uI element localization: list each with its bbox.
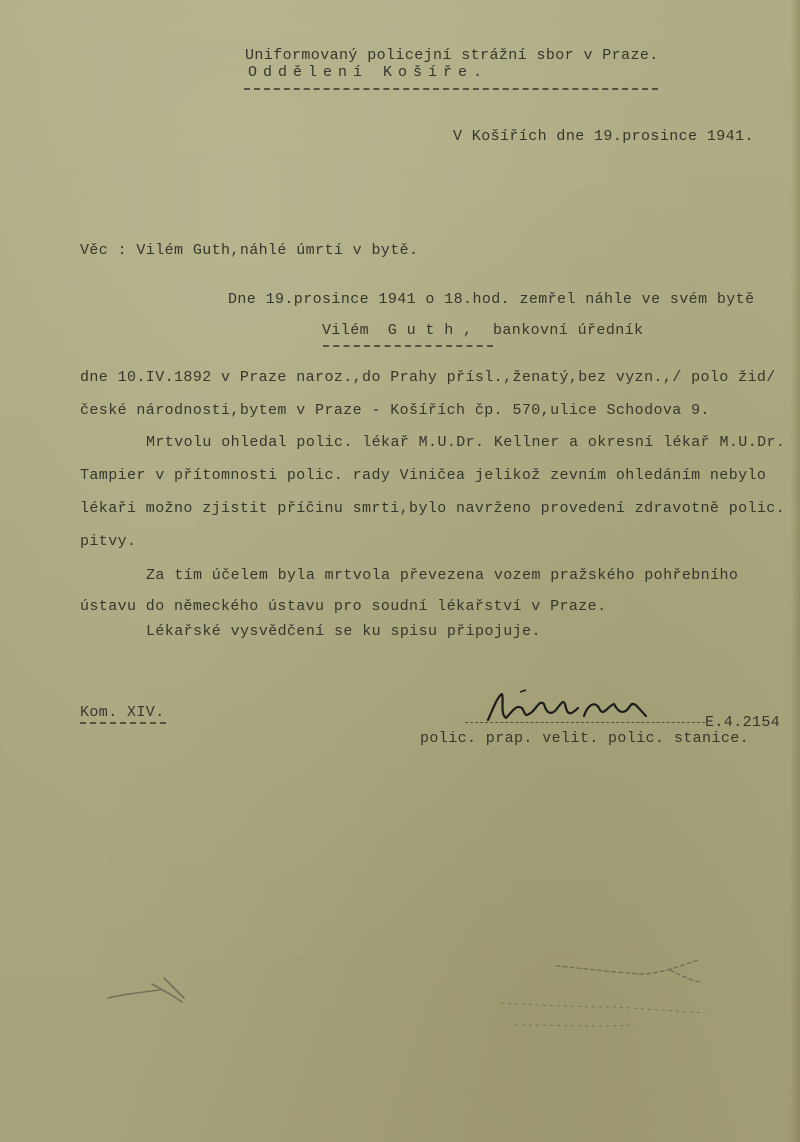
body-p1-line1: Dne 19.prosince 1941 o 18.hod. zemřel náhle ve svém bytě <box>228 291 755 308</box>
pencil-mark-bottom <box>495 995 715 1035</box>
body-p3-line2: ústavu do německého ústavu pro soudní lékařství v Praze. <box>80 598 607 615</box>
letterhead-rule <box>244 88 658 90</box>
body-p3-line1: Za tím účelem byla mrtvola převezena vozem pražského pohřebního <box>146 567 739 584</box>
body-p2-line3: lékaři možno zjistit příčinu smrti,bylo navrženo provedení zdravotně polic. <box>80 500 786 517</box>
deceased-occupation: bankovní úředník <box>493 322 644 339</box>
body-p2-line2: Tampier v přítomnosti polic. rady Viničea jelikož zevním ohledáním nebylo <box>80 467 767 484</box>
paper-edge-shadow <box>790 0 800 1142</box>
body-p1-line4: české národnosti,bytem v Praze - Košířích čp. 570,ulice Schodova 9. <box>80 402 710 419</box>
handwritten-signature <box>480 686 660 730</box>
body-p4-line1: Lékařské vysvědčení se ku spisu připojuje. <box>146 623 541 640</box>
letterhead-line-1: Uniformovaný policejní strážní sbor v Praze. <box>245 47 659 64</box>
kom-reference: Kom. XIV. <box>80 704 165 721</box>
signatory-rank: polic. prap. velit. polic. stanice. <box>420 730 750 747</box>
deceased-name: Vilém G u t h , <box>322 322 473 339</box>
body-p1-line3: dne 10.IV.1892 v Praze naroz.,do Prahy přísl.,ženatý,bez vyzn.,/ polo žid/ <box>80 369 776 386</box>
body-p2-line4: pitvy. <box>80 533 137 550</box>
kom-underline <box>80 722 166 724</box>
pencil-mark-right <box>550 952 710 992</box>
place-date: V Košířích dne 19.prosince 1941. <box>453 128 754 145</box>
pencil-mark-left <box>104 972 194 1006</box>
subject-line: Věc : Vilém Guth,náhlé úmrtí v bytě. <box>80 242 419 259</box>
id-number: E.4.2154 <box>705 714 781 731</box>
letterhead-line-2: Oddělení Košíře. <box>248 64 489 81</box>
name-underline <box>323 345 493 347</box>
body-p2-line1: Mrtvolu ohledal polic. lékař M.U.Dr. Kellner a okresní lékař M.U.Dr. <box>146 434 786 451</box>
